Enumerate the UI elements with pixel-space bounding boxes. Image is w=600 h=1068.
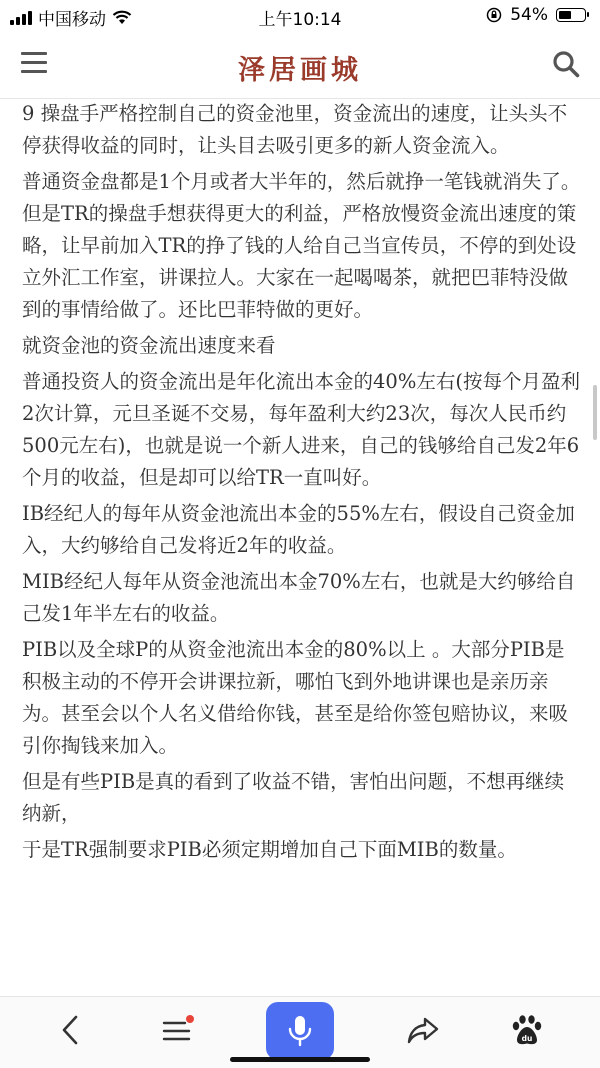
back-icon	[60, 1014, 80, 1046]
hamburger-menu-icon[interactable]	[21, 52, 47, 74]
paragraph: 普通投资人的资金流出是年化流出本金的40%左右(按每个月盈利2次计算，元旦圣诞不交易，每年盈利大约23次，每次人民币约500元左右)，也就是说一个新人进来，自己的钱够给自己发2年6个月的收益，但是却可以给TR一直叫好。	[22, 370, 580, 489]
status-bar	[0, 0, 600, 30]
bottom-toolbar	[0, 996, 600, 1068]
site-header	[0, 30, 600, 99]
back-button[interactable]	[40, 1005, 100, 1055]
menu-list-button[interactable]	[148, 1005, 208, 1055]
battery-icon	[556, 8, 586, 22]
paragraph: 但是有些PIB是真的看到了收益不错，害怕出问题，不想再继续纳新，	[22, 770, 565, 825]
share-button[interactable]	[393, 1005, 453, 1055]
clock: 上午10:14	[258, 10, 342, 30]
voice-search-button[interactable]	[266, 1002, 334, 1060]
site-title: 泽居画城	[238, 55, 362, 86]
paragraph: 9 操盘手严格控制自己的资金池里，资金流出的速度，让头头不停获得收益的同时，让头目去吸引更多的新人资金流入。	[22, 102, 568, 157]
paragraph: MIB经纪人每年从资金池流出本金70%左右，也就是大约够给自己发1年半左右的收益。	[22, 570, 576, 625]
paragraph: 普通资金盘都是1个月或者大半年的，然后就挣一笔钱就消失了。但是TR的操盘手想获得更大的利益，严格放慢资金流出速度的策略，让早前加入TR的挣了钱的人给自己当宣传员，不停的到处设立外汇工作室，讲课拉人。大家在一起喝喝茶，就把巴菲特没做到的事情给做了。还比巴菲特做的更好。	[22, 170, 581, 321]
baidu-button[interactable]	[497, 1005, 557, 1055]
paragraph: 于是TR强制要求PIB必须定期增加自己下面MIB的数量。	[22, 838, 517, 861]
search-icon[interactable]	[552, 50, 580, 78]
notification-dot	[186, 1015, 194, 1023]
orientation-lock-icon	[486, 7, 502, 23]
carrier-label: 中国移动	[38, 10, 106, 30]
paragraph: PIB以及全球P的从资金池流出本金的80%以上 。大部分PIB是积极主动的不停开会讲课拉新，哪怕飞到外地讲课也是亲历亲为。甚至会以个人名义借给你钱，甚至是给你签包赔协议，来吸引你掏钱来加入。	[22, 638, 569, 757]
baidu-paw-icon	[510, 1013, 544, 1047]
microphone-icon	[285, 1013, 315, 1049]
paragraph: IB经纪人的每年从资金池流出本金的55%左右，假设自己资金加入，大约够给自己发将近2年的收益。	[22, 502, 575, 557]
battery-percent: 54%	[510, 5, 548, 25]
share-icon	[406, 1015, 440, 1045]
wifi-icon	[112, 10, 132, 25]
article-body	[22, 98, 582, 996]
scrollbar-thumb[interactable]	[593, 385, 597, 440]
menu-list-icon	[161, 1015, 195, 1045]
signal-icon	[10, 11, 32, 25]
svg-text:du: du	[521, 1034, 533, 1043]
home-indicator	[230, 1057, 370, 1062]
paragraph: 就资金池的资金流出速度来看	[22, 334, 276, 357]
